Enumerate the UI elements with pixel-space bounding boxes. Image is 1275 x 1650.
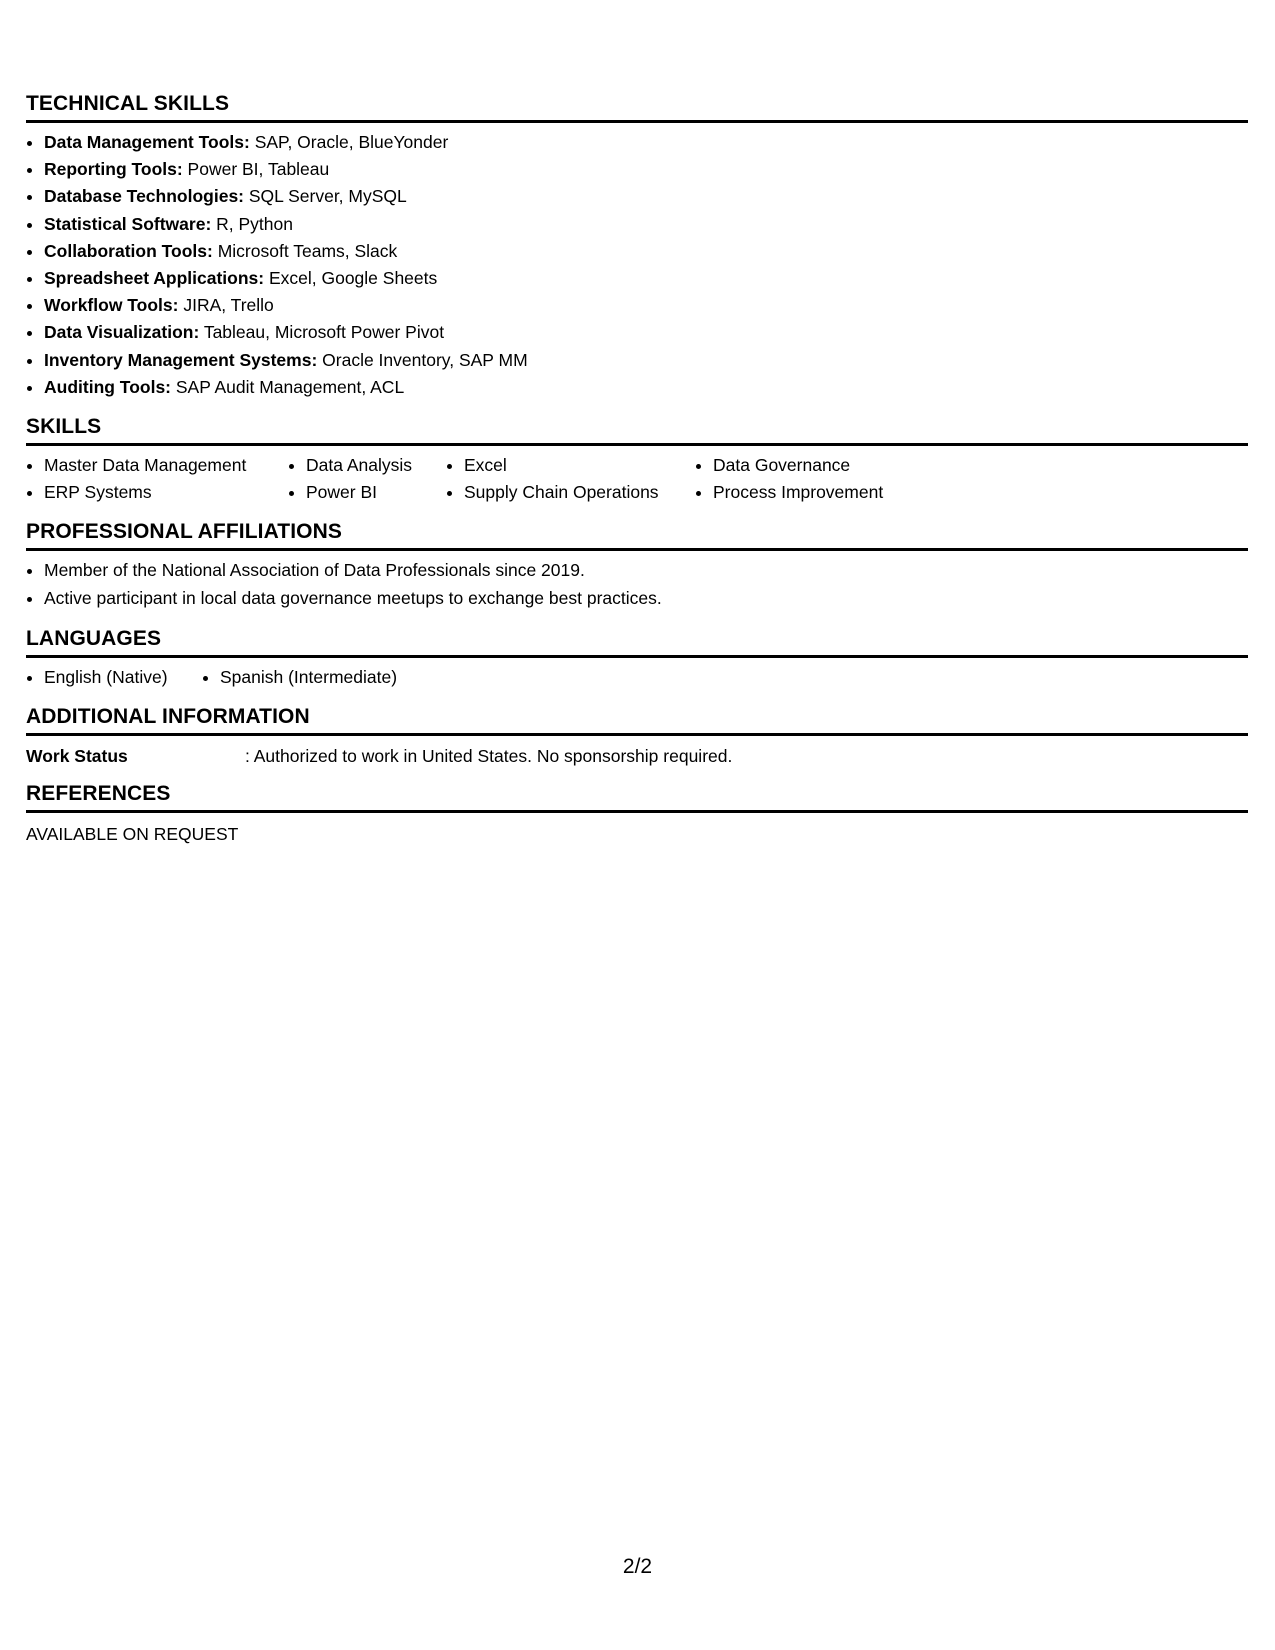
skills-grid bbox=[26, 452, 1248, 506]
languages-heading: LANGUAGES bbox=[26, 627, 1248, 658]
list-item: • Data Analysis bbox=[306, 452, 446, 479]
list-item: • Excel bbox=[464, 452, 695, 479]
affiliations-heading: PROFESSIONAL AFFILIATIONS bbox=[26, 520, 1248, 551]
list-item: • Active participant in local data governance meetups to exchange best practices. bbox=[44, 585, 1248, 612]
skills-column bbox=[26, 452, 288, 506]
references-text: AVAILABLE ON REQUEST bbox=[26, 824, 239, 845]
references-section bbox=[26, 782, 1248, 846]
additional-info-heading: ADDITIONAL INFORMATION bbox=[26, 705, 1248, 736]
list-item bbox=[44, 156, 1248, 183]
list-item bbox=[44, 238, 1248, 265]
list-item bbox=[44, 183, 1248, 210]
list-item: • Master Data Management bbox=[44, 452, 288, 479]
skills-heading: SKILLS bbox=[26, 415, 1248, 446]
item-value: SAP Audit Management, ACL bbox=[171, 376, 405, 397]
references-heading: REFERENCES bbox=[26, 782, 1248, 813]
affiliations-list bbox=[26, 557, 1248, 611]
list-item bbox=[44, 211, 1248, 238]
technical-skills-heading: TECHNICAL SKILLS bbox=[26, 92, 1248, 123]
item-label: Inventory Management Systems: bbox=[44, 349, 318, 370]
work-status-row bbox=[26, 744, 1248, 768]
list-item bbox=[44, 319, 1248, 346]
item-value: Tableau, Microsoft Power Pivot bbox=[199, 322, 445, 343]
resume-page bbox=[26, 92, 1248, 846]
list-item bbox=[44, 129, 1248, 156]
skills-column bbox=[288, 452, 446, 506]
item-label: Spreadsheet Applications: bbox=[44, 268, 265, 289]
item-value: Oracle Inventory, SAP MM bbox=[317, 349, 528, 370]
languages-list bbox=[26, 664, 1248, 691]
item-value: JIRA, Trello bbox=[178, 295, 274, 316]
item-value: SQL Server, MySQL bbox=[244, 186, 407, 207]
skills-column bbox=[446, 452, 695, 506]
list-item: • Member of the National Association of Data Professionals since 2019. bbox=[44, 557, 1248, 584]
technical-skills-list bbox=[26, 129, 1248, 401]
list-item: • Power BI bbox=[306, 479, 446, 506]
item-label: Database Technologies: bbox=[44, 186, 245, 207]
item-value: R, Python bbox=[211, 213, 293, 234]
list-item: • ERP Systems bbox=[44, 479, 288, 506]
list-item bbox=[44, 292, 1248, 319]
item-label: Workflow Tools: bbox=[44, 295, 179, 316]
list-item: • Spanish (Intermediate) bbox=[220, 664, 397, 691]
technical-skills-section bbox=[26, 92, 1248, 401]
item-label: Auditing Tools: bbox=[44, 376, 172, 397]
item-label: Statistical Software: bbox=[44, 213, 212, 234]
languages-section bbox=[26, 627, 1248, 691]
list-item bbox=[44, 265, 1248, 292]
item-label: Collaboration Tools: bbox=[44, 240, 213, 261]
list-item: • Data Governance bbox=[713, 452, 953, 479]
languages-column bbox=[202, 664, 397, 691]
item-value: Power BI, Tableau bbox=[182, 159, 330, 180]
list-item bbox=[44, 347, 1248, 374]
list-item bbox=[44, 374, 1248, 401]
page-number: 2/2 bbox=[622, 1555, 653, 1578]
list-item: • English (Native) bbox=[44, 664, 202, 691]
item-label: Data Management Tools: bbox=[44, 132, 250, 152]
list-item: • Process Improvement bbox=[713, 479, 953, 506]
item-value: Microsoft Teams, Slack bbox=[212, 240, 398, 261]
item-label: Reporting Tools: bbox=[44, 159, 183, 180]
skills-column bbox=[695, 452, 953, 506]
affiliations-section bbox=[26, 520, 1248, 611]
list-item: • Supply Chain Operations bbox=[464, 479, 695, 506]
additional-info-section bbox=[26, 705, 1248, 768]
work-status-label: Work Status bbox=[26, 746, 128, 767]
item-label: Data Visualization: bbox=[44, 322, 200, 343]
languages-column bbox=[26, 664, 202, 691]
skills-section bbox=[26, 415, 1248, 506]
work-status-value: : Authorized to work in United States. No sponsorship required. bbox=[245, 746, 733, 767]
item-value: SAP, Oracle, BlueYonder bbox=[249, 132, 449, 152]
item-value: Excel, Google Sheets bbox=[264, 268, 438, 289]
